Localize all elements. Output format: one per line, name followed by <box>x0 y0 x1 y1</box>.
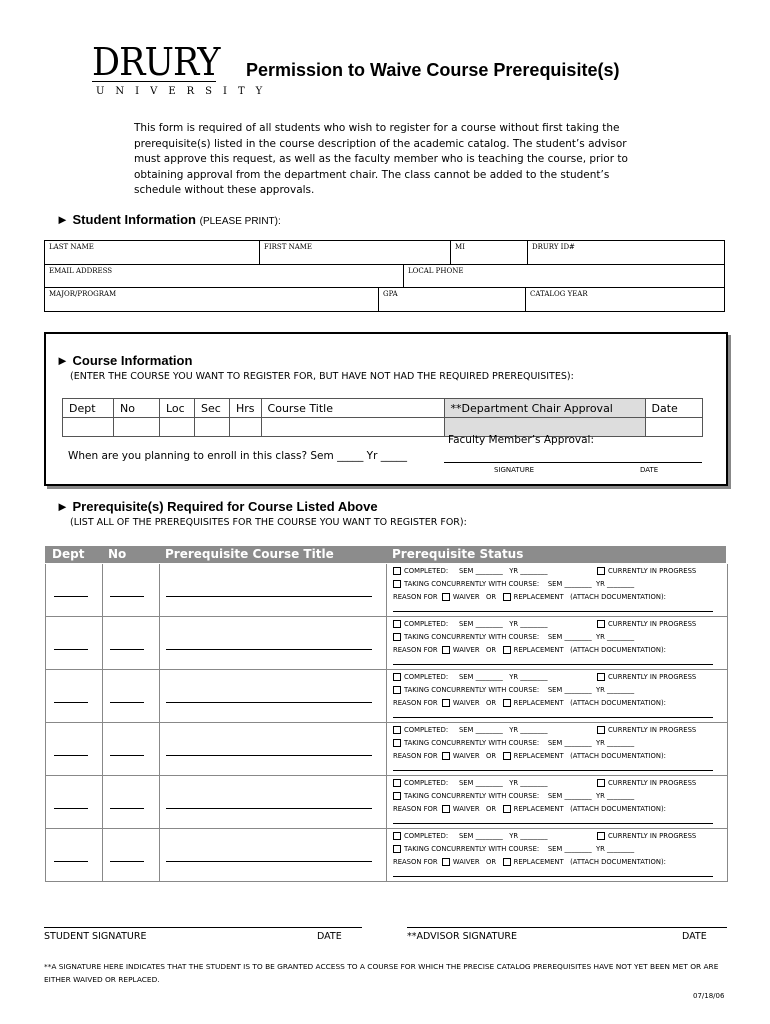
university-logo: DRURY <box>92 40 220 84</box>
faculty-signature-label: SIGNATURE <box>494 466 535 474</box>
prereq-title-input[interactable] <box>166 755 372 756</box>
replacement-checkbox[interactable] <box>503 593 511 601</box>
prereq-dept-input[interactable] <box>54 596 88 597</box>
in-progress-checkbox[interactable] <box>597 726 605 734</box>
prereq-dept-input[interactable] <box>54 755 88 756</box>
in-progress-checkbox[interactable] <box>597 779 605 787</box>
prereq-col-no: No <box>108 547 127 561</box>
prereq-table-header <box>45 546 726 563</box>
first-name-field[interactable]: FIRST NAME <box>260 241 451 265</box>
waiver-checkbox[interactable] <box>442 699 450 707</box>
prereq-no-input[interactable] <box>110 808 144 809</box>
col-dept: Dept <box>63 399 114 418</box>
concurrent-checkbox[interactable] <box>393 739 401 747</box>
prereq-title-input[interactable] <box>166 702 372 703</box>
student-info-table-3 <box>44 287 725 312</box>
mi-field[interactable]: MI <box>451 241 528 265</box>
documentation-input[interactable] <box>393 664 713 665</box>
input-no[interactable] <box>114 418 160 437</box>
input-loc[interactable] <box>160 418 195 437</box>
prereq-row: COMPLETED: SEM ________ YR ________ CURRENTLY IN PROGRESS TAKING CONCURRENTLY WITH COURSE: SEM ________ YR ________ REASON FOR WAIVER OR REPLACEMENT (ATTACH DOCUMENTATION): <box>45 723 728 776</box>
input-date[interactable] <box>645 418 702 437</box>
drury-id-field[interactable]: DRURY ID# <box>528 241 725 265</box>
prereq-row: COMPLETED: SEM ________ YR ________ CURRENTLY IN PROGRESS TAKING CONCURRENTLY WITH COURSE: SEM ________ YR ________ REASON FOR WAIVER OR REPLACEMENT (ATTACH DOCUMENTATION): <box>45 617 728 670</box>
faculty-date-label: DATE <box>640 466 659 474</box>
prereq-dept-input[interactable] <box>54 861 88 862</box>
student-date-label: DATE <box>317 931 342 942</box>
prereq-title-input[interactable] <box>166 861 372 862</box>
last-name-field[interactable]: LAST NAME <box>45 241 260 265</box>
prereq-no-input[interactable] <box>110 596 144 597</box>
prereq-col-dept: Dept <box>52 547 85 561</box>
prereq-col-title: Prerequisite Course Title <box>165 547 334 561</box>
waiver-checkbox[interactable] <box>442 805 450 813</box>
col-loc: Loc <box>160 399 195 418</box>
prereq-row: COMPLETED: SEM ________ YR ________ CURRENTLY IN PROGRESS TAKING CONCURRENTLY WITH COURSE: SEM ________ YR ________ REASON FOR WAIVER OR REPLACEMENT (ATTACH DOCUMENTATION): <box>45 564 728 617</box>
documentation-input[interactable] <box>393 823 713 824</box>
faculty-approval-label: Faculty Member’s Approval: <box>448 434 594 446</box>
in-progress-checkbox[interactable] <box>597 567 605 575</box>
major-field[interactable]: MAJOR/PROGRAM <box>45 288 379 312</box>
enroll-question: When are you planning to enroll in this class? Sem _____ Yr _____ <box>68 450 407 462</box>
replacement-checkbox[interactable] <box>503 646 511 654</box>
advisor-date-label: DATE <box>682 931 707 942</box>
replacement-checkbox[interactable] <box>503 699 511 707</box>
prereq-dept-input[interactable] <box>54 649 88 650</box>
prereq-dept-input[interactable] <box>54 808 88 809</box>
intro-paragraph: This form is required of all students who wish to register for a course without first taking the prerequisite(s) listed in the course description of the academic catalog. The student’s advisor must approve this request, as well as the faculty member who is teaching the course, prior to obtaining approval from the department chair. The class cannot be added to the student’s schedule without these approvals. <box>134 122 628 196</box>
completed-checkbox[interactable] <box>393 567 401 575</box>
page-title: Permission to Waive Course Prerequisite(s) <box>246 60 620 80</box>
replacement-checkbox[interactable] <box>503 752 511 760</box>
completed-checkbox[interactable] <box>393 620 401 628</box>
student-info-table-2 <box>44 264 725 288</box>
arrow-icon: ► <box>56 353 69 368</box>
advisor-signature-line[interactable] <box>407 927 727 928</box>
catalog-year-field[interactable]: CATALOG YEAR <box>526 288 725 312</box>
prereq-title-input[interactable] <box>166 649 372 650</box>
prereq-no-input[interactable] <box>110 755 144 756</box>
input-hrs[interactable] <box>230 418 262 437</box>
in-progress-checkbox[interactable] <box>597 620 605 628</box>
prereq-row: COMPLETED: SEM ________ YR ________ CURRENTLY IN PROGRESS TAKING CONCURRENTLY WITH COURSE: SEM ________ YR ________ REASON FOR WAIVER OR REPLACEMENT (ATTACH DOCUMENTATION): <box>45 670 728 723</box>
concurrent-checkbox[interactable] <box>393 792 401 800</box>
col-course-title: Course Title <box>261 399 444 418</box>
col-chair-approval: **Department Chair Approval <box>444 399 645 418</box>
footnote: **A SIGNATURE HERE INDICATES THAT THE STUDENT IS TO BE GRANTED ACCESS TO A COURSE FOR WHICH THE PRECISE CATALOG PREREQUISITES HAVE NOT YET BEEN MET OR ARE EITHER WAIVED OR REPLACED. <box>44 962 719 984</box>
waiver-checkbox[interactable] <box>442 752 450 760</box>
col-hrs: Hrs <box>230 399 262 418</box>
course-section-heading: ► Course Information <box>56 353 193 368</box>
student-signature-label: STUDENT SIGNATURE <box>44 931 147 942</box>
course-section-note: (ENTER THE COURSE YOU WANT TO REGISTER FOR, BUT HAVE NOT HAD THE REQUIRED PREREQUISITES): <box>70 371 574 382</box>
in-progress-checkbox[interactable] <box>597 673 605 681</box>
prereq-no-input[interactable] <box>110 861 144 862</box>
gpa-field[interactable]: GPA <box>379 288 526 312</box>
concurrent-checkbox[interactable] <box>393 580 401 588</box>
student-info-table <box>44 240 725 265</box>
prereq-dept-input[interactable] <box>54 702 88 703</box>
input-course-title[interactable] <box>261 418 444 437</box>
prereq-row: COMPLETED: SEM ________ YR ________ CURRENTLY IN PROGRESS TAKING CONCURRENTLY WITH COURSE: SEM ________ YR ________ REASON FOR WAIVER OR REPLACEMENT (ATTACH DOCUMENTATION): <box>45 829 728 882</box>
completed-checkbox[interactable] <box>393 832 401 840</box>
student-section-heading: ► Student Information (PLEASE PRINT): <box>56 212 281 227</box>
prereq-col-status: Prerequisite Status <box>392 547 524 561</box>
prereq-title-input[interactable] <box>166 596 372 597</box>
concurrent-checkbox[interactable] <box>393 686 401 694</box>
faculty-signature-line[interactable] <box>444 462 702 463</box>
prereq-row: COMPLETED: SEM ________ YR ________ CURRENTLY IN PROGRESS TAKING CONCURRENTLY WITH COURSE: SEM ________ YR ________ REASON FOR WAIVER OR REPLACEMENT (ATTACH DOCUMENTATION): <box>45 776 728 829</box>
prereq-no-input[interactable] <box>110 649 144 650</box>
advisor-signature-label: **ADVISOR SIGNATURE <box>407 931 517 942</box>
completed-checkbox[interactable] <box>393 779 401 787</box>
waiver-checkbox[interactable] <box>442 858 450 866</box>
course-table <box>62 398 703 437</box>
revision-date: 07/18/06 <box>693 992 725 1000</box>
prereq-no-input[interactable] <box>110 702 144 703</box>
prereq-section-note: (LIST ALL OF THE PREREQUISITES FOR THE COURSE YOU WANT TO REGISTER FOR): <box>70 517 467 528</box>
in-progress-checkbox[interactable] <box>597 832 605 840</box>
waiver-checkbox[interactable] <box>442 646 450 654</box>
prereq-title-input[interactable] <box>166 808 372 809</box>
input-dept[interactable] <box>63 418 114 437</box>
col-date: Date <box>645 399 702 418</box>
waiver-checkbox[interactable] <box>442 593 450 601</box>
prereq-section-heading: ► Prerequisite(s) Required for Course Listed Above <box>56 499 378 514</box>
concurrent-checkbox[interactable] <box>393 633 401 641</box>
arrow-icon: ► <box>56 212 69 227</box>
documentation-input[interactable] <box>393 611 713 612</box>
completed-checkbox[interactable] <box>393 726 401 734</box>
concurrent-checkbox[interactable] <box>393 845 401 853</box>
documentation-input[interactable] <box>393 770 713 771</box>
col-no: No <box>114 399 160 418</box>
documentation-input[interactable] <box>393 876 713 877</box>
email-field[interactable]: EMAIL ADDRESS <box>45 265 404 288</box>
local-phone-field[interactable]: LOCAL PHONE <box>404 265 725 288</box>
logo-divider <box>92 81 216 82</box>
completed-checkbox[interactable] <box>393 673 401 681</box>
input-sec[interactable] <box>195 418 230 437</box>
arrow-icon: ► <box>56 499 69 514</box>
replacement-checkbox[interactable] <box>503 858 511 866</box>
col-sec: Sec <box>195 399 230 418</box>
replacement-checkbox[interactable] <box>503 805 511 813</box>
documentation-input[interactable] <box>393 717 713 718</box>
student-signature-line[interactable] <box>44 927 362 928</box>
university-logo-sub: UNIVERSITY <box>96 86 274 97</box>
